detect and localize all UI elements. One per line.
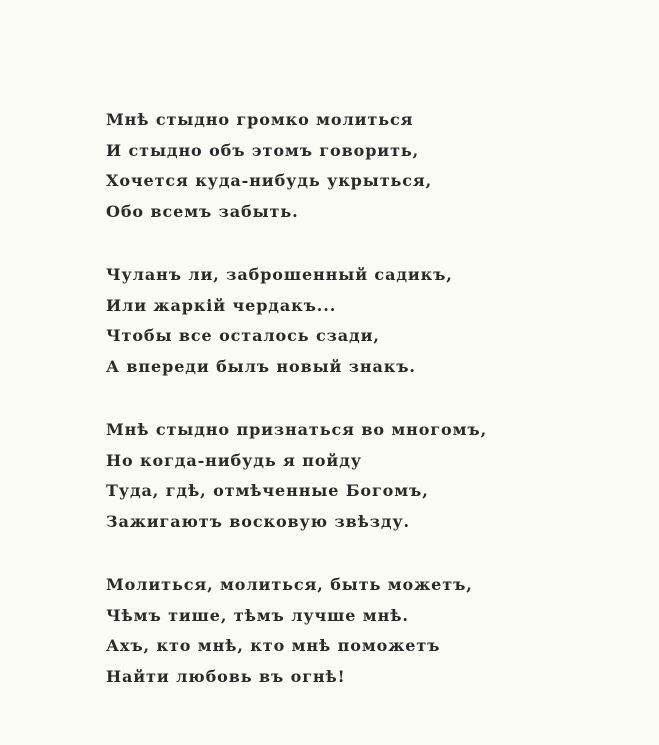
- poem-line: Чуланъ ли, заброшенный садикъ,: [106, 265, 453, 284]
- poem-line: Обо всемъ забыть.: [106, 201, 299, 221]
- poem-line: Чтобы все осталось сзади,: [106, 326, 380, 345]
- poem-line: Но когда-нибудь я пойду: [106, 450, 362, 470]
- poem-line: Найти любовь въ огнѣ!: [106, 666, 346, 686]
- poem-line: И стыдно объ этомъ говорить,: [106, 140, 420, 160]
- poem-line: А впереди былъ новый знакъ.: [106, 356, 416, 376]
- poem-line: Зажигаютъ восковую звѣзду.: [106, 511, 411, 531]
- stanza-2: [106, 260, 626, 382]
- poem: [106, 105, 626, 725]
- stanza-3: [106, 415, 626, 537]
- stanza-1: [106, 105, 626, 227]
- poem-line: Мнѣ стыдно признаться во многомъ,: [106, 420, 488, 439]
- poem-line: Чѣмъ тише, тѣмъ лучше мнѣ.: [106, 605, 409, 625]
- poem-line: Ахъ, кто мнѣ, кто мнѣ поможетъ: [106, 636, 441, 655]
- poem-line: Молиться, молиться, быть можетъ,: [106, 575, 473, 594]
- poem-line: Мнѣ стыдно громко молиться: [106, 110, 414, 129]
- stanza-4: [106, 570, 626, 692]
- poem-line: Хочется куда-нибудь укрыться,: [106, 171, 433, 190]
- poem-line: Или жаркій чердакъ...: [106, 295, 337, 315]
- poem-line: Туда, гдѣ, отмѣченные Богомъ,: [106, 481, 429, 500]
